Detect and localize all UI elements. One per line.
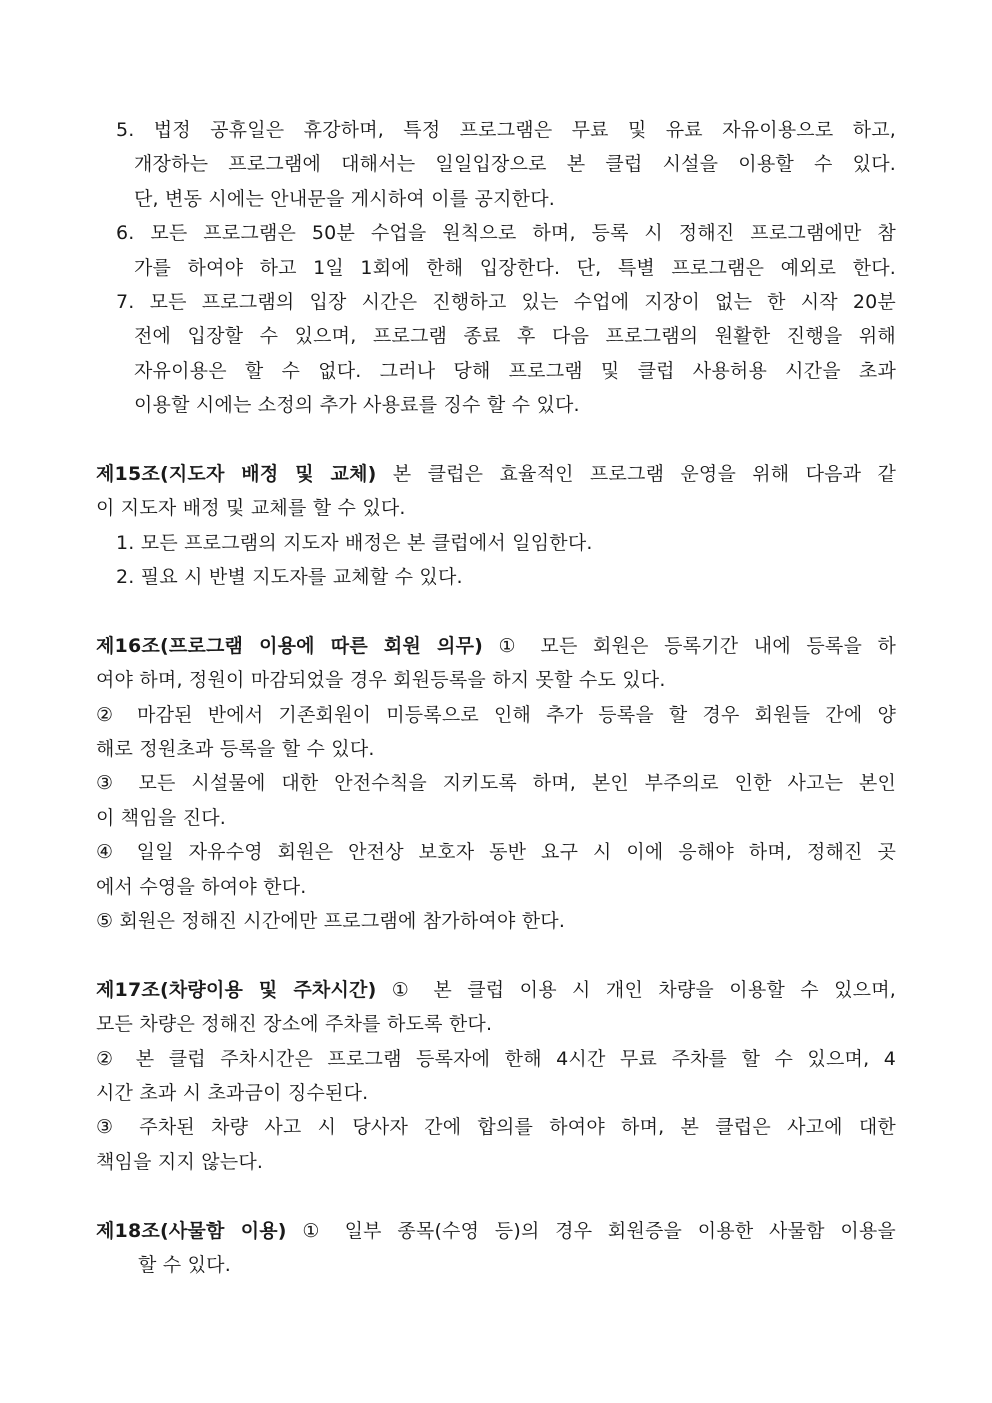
- article-15-line-1: [96, 457, 896, 491]
- list-item-number: 5.: [116, 119, 135, 141]
- article-17-text: ① 본 클럽 이용 시 개인 차량을 이용할 수 있으며,: [391, 978, 896, 1001]
- list-item-number: 7.: [116, 290, 135, 313]
- article-16-line-9: ⑤ 회원은 정해진 시간에만 프로그램에 참가하여야 한다.: [96, 909, 566, 932]
- list-item-text: 법정 공휴일은 휴강하며, 특정 프로그램은 무료 및 유료 자유이용으로 하고,: [153, 119, 896, 141]
- list-item-text: 모든 프로그램은 50분 수업을 원칙으로 하며, 등록 시 정해진 프로그램에만 참: [150, 222, 896, 245]
- paragraph-gap: [96, 1179, 896, 1213]
- article-16-line-3: ② 마감된 반에서 기존회원이 미등록으로 인해 추가 등록을 할 경우 회원들 간에 양: [96, 703, 896, 726]
- article-16-line-2: 여야 하며, 정원이 마감되었을 경우 회원등록을 하지 못할 수도 있다.: [96, 669, 666, 692]
- list-item-5-line-3: 단, 변동 시에는 안내문을 게시하여 이를 공지한다.: [134, 187, 555, 210]
- article-17-heading: 제17조(차량이용 및 주차시간): [96, 978, 377, 1001]
- list-item-7-line-1: [96, 285, 896, 319]
- list-item-5-line-1: [96, 113, 896, 147]
- list-item-7-line-3: 자유이용은 할 수 없다. 그러나 당해 프로그램 및 클럽 사용허용 시간을 초과: [134, 359, 896, 382]
- article-18-text: ① 일부 종목(수영 등)의 경우 회원증을 이용한 사물함 이용을: [302, 1219, 896, 1242]
- list-item-6-line-1: [96, 216, 896, 250]
- article-16-text: ① 모든 회원은 등록기간 내에 등록을 하: [498, 634, 896, 657]
- article-15-item-1: 1. 모든 프로그램의 지도자 배정은 본 클럽에서 일임한다.: [116, 531, 593, 554]
- list-item-7-line-2: 전에 입장할 수 있으며, 프로그램 종료 후 다음 프로그램의 원활한 진행을 위해: [134, 325, 896, 348]
- article-16-heading: 제16조(프로그램 이용에 따른 회원 의무): [96, 634, 484, 657]
- article-17-line-5: ③ 주차된 차량 사고 시 당사자 간에 합의를 하여야 하며, 본 클럽은 사고에 대한: [96, 1116, 896, 1139]
- article-17-line-6: 책임을 지지 않는다.: [96, 1150, 264, 1173]
- article-16-line-4: 해로 정원초과 등록을 할 수 있다.: [96, 738, 375, 761]
- list-item-text: 모든 프로그램의 입장 시간은 진행하고 있는 수업에 지장이 없는 한 시작 20분: [149, 290, 896, 313]
- article-16-line-1: [96, 629, 896, 663]
- article-16-line-8: 에서 수영을 하여야 한다.: [96, 875, 307, 898]
- list-item-number: 6.: [116, 222, 135, 245]
- list-item-6-line-2: 가를 하여야 하고 1일 1회에 한해 입장한다. 단, 특별 프로그램은 예외로 한다.: [134, 256, 896, 279]
- article-18-line-1: [96, 1214, 896, 1248]
- article-16-line-6: 이 책임을 진다.: [96, 806, 227, 829]
- article-15-text: 본 클럽은 효율적인 프로그램 운영을 위해 다음과 같: [392, 462, 896, 485]
- list-item-7-line-4: 이용할 시에는 소정의 추가 사용료를 징수 할 수 있다.: [134, 394, 580, 417]
- article-15-line-2: 이 지도자 배정 및 교체를 할 수 있다.: [96, 497, 406, 520]
- article-17-line-3: ② 본 클럽 주차시간은 프로그램 등록자에 한해 4시간 무료 주차를 할 수 있으며, 4: [96, 1047, 896, 1070]
- article-16-line-5: ③ 모든 시설물에 대한 안전수칙을 지키도록 하며, 본인 부주의로 인한 사고는 본인: [96, 772, 896, 795]
- list-item-5-line-2: 개장하는 프로그램에 대해서는 일일입장으로 본 클럽 시설을 이용할 수 있다.: [134, 153, 896, 176]
- article-17-line-4: 시간 초과 시 초과금이 징수된다.: [96, 1081, 369, 1104]
- article-15-item-2: 2. 필요 시 반별 지도자를 교체할 수 있다.: [116, 566, 463, 589]
- paragraph-gap: [96, 938, 896, 972]
- article-17-line-2: 모든 차량은 정해진 장소에 주차를 하도록 한다.: [96, 1013, 493, 1036]
- article-15-heading: 제15조(지도자 배정 및 교체): [96, 462, 377, 485]
- article-16-line-7: ④ 일일 자유수영 회원은 안전상 보호자 동반 요구 시 이에 응해야 하며, 정해진 곳: [96, 841, 896, 864]
- article-18-line-2: 할 수 있다.: [138, 1253, 231, 1276]
- paragraph-gap: [96, 423, 896, 457]
- article-17-line-1: [96, 973, 896, 1007]
- article-18-heading: 제18조(사물함 이용): [96, 1219, 287, 1242]
- document-page: [96, 113, 896, 1282]
- paragraph-gap: [96, 594, 896, 628]
